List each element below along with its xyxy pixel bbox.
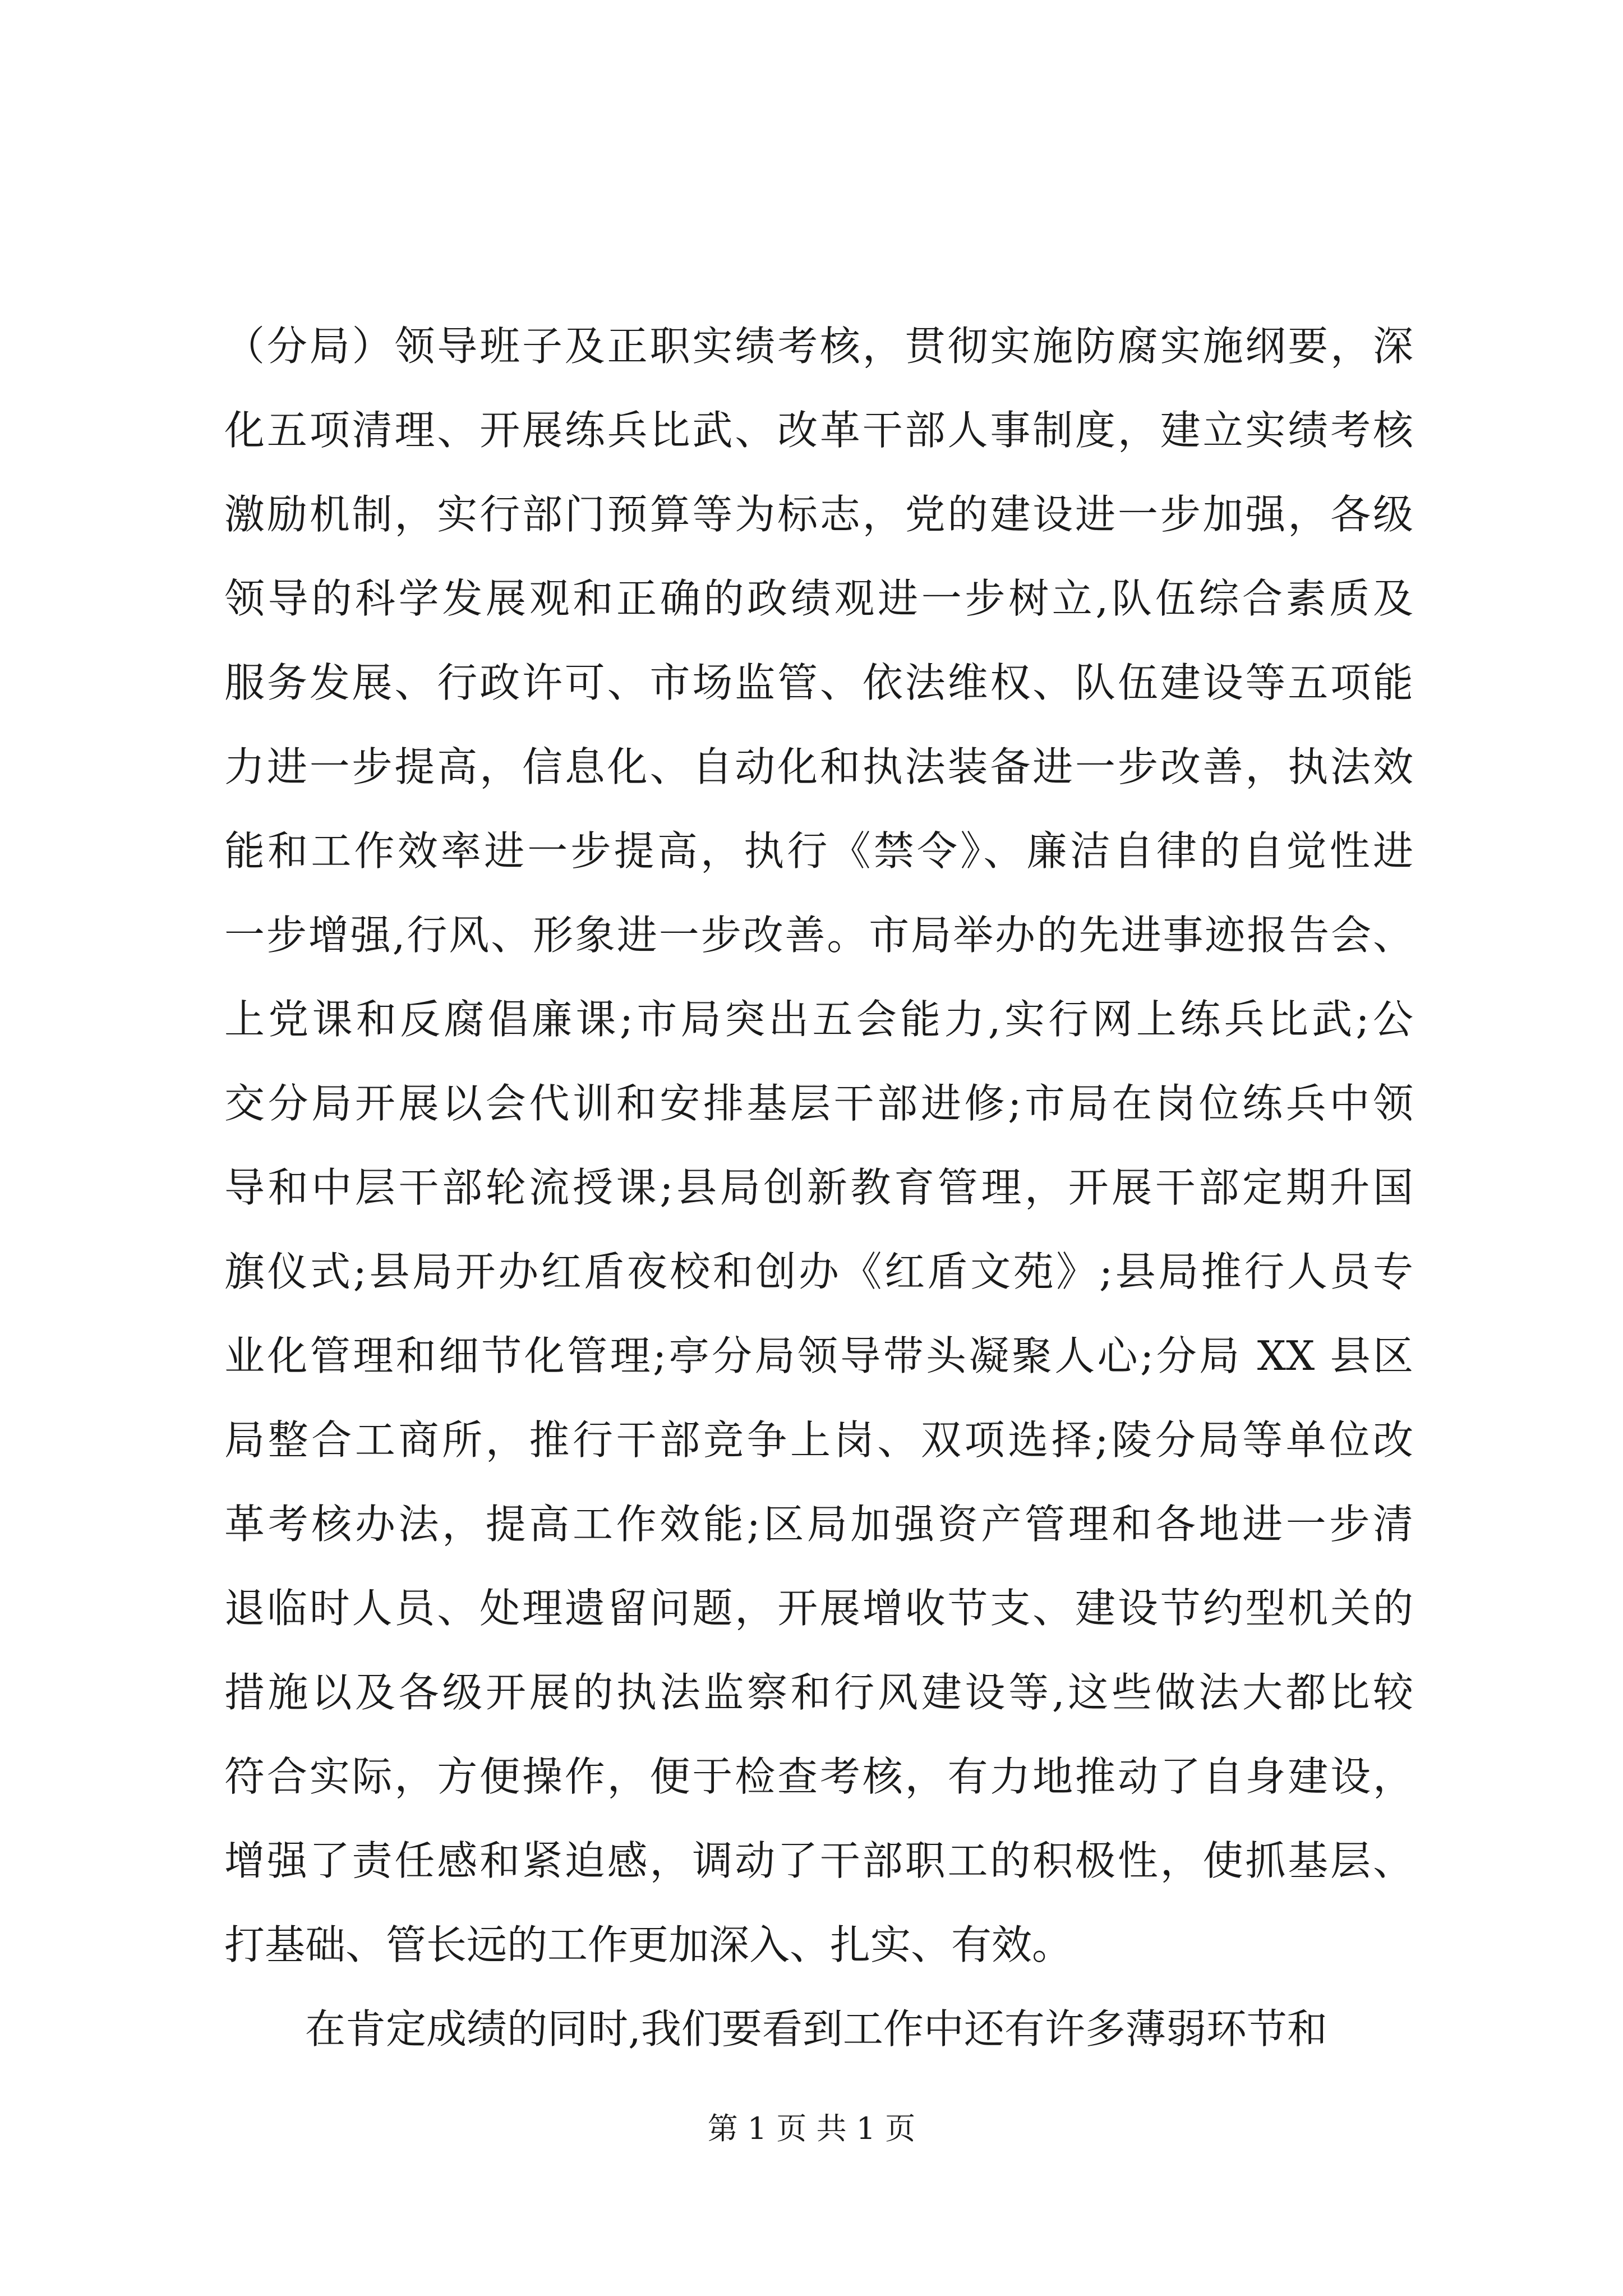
text-line: 一步增强,行风、形象进一步改善。市局举办的先进事迹报告会、	[224, 912, 1413, 959]
body-text	[224, 304, 1413, 2071]
text-line: 增强了责任感和紧迫感，调动了干部职工的积极性，使抓基层、	[224, 1837, 1413, 1884]
text-line: 旗仪式;县局开办红盾夜校和创办《红盾文苑》;县局推行人员专	[224, 1248, 1413, 1295]
text-line: 局整合工商所，推行干部竞争上岗、双项选择;陵分局等单位改	[224, 1416, 1413, 1464]
text-line: 力进一步提高，信息化、自动化和执法装备进一步改善，执法效	[224, 743, 1413, 790]
text-line: 退临时人员、处理遗留问题，开展增收节支、建设节约型机关的	[224, 1585, 1413, 1632]
text-line: 革考核办法，提高工作效能;区局加强资产管理和各地进一步清	[224, 1501, 1413, 1548]
paragraph-start-line: 在肯定成绩的同时,我们要看到工作中还有许多薄弱环节和	[305, 2005, 1327, 2053]
text-line: （分局）领导班子及正职实绩考核，贯彻实施防腐实施纲要，深	[224, 323, 1413, 370]
text-line: 能和工作效率进一步提高，执行《禁令》、廉洁自律的自觉性进	[224, 827, 1413, 875]
text-line: 交分局开展以会代训和安排基层干部进修;市局在岗位练兵中领	[224, 1080, 1413, 1127]
text-line: 上党课和反腐倡廉课;市局突出五会能力,实行网上练兵比武;公	[224, 996, 1413, 1043]
text-line: 领导的科学发展观和正确的政绩观进一步树立,队伍综合素质及	[224, 575, 1413, 622]
text-line: 导和中层干部轮流授课;县局创新教育管理，开展干部定期升国	[224, 1164, 1413, 1211]
text-line: 措施以及各级开展的执法监察和行风建设等,这些做法大都比较	[224, 1669, 1413, 1716]
page-footer	[0, 2105, 1623, 2148]
text-line: 化五项清理、开展练兵比武、改革干部人事制度，建立实绩考核	[224, 407, 1413, 454]
text-line: 激励机制，实行部门预算等为标志，党的建设进一步加强，各级	[224, 491, 1413, 538]
text-line: 业化管理和细节化管理;亭分局领导带头凝聚人心;分局 XX 县区	[224, 1332, 1413, 1379]
text-line: 服务发展、行政许可、市场监管、依法维权、队伍建设等五项能	[224, 659, 1413, 706]
text-line: 符合实际，方便操作，便于检查考核，有力地推动了自身建设，	[224, 1753, 1413, 1800]
text-line-last: 打基础、管长远的工作更加深入、扎实、有效。	[224, 1921, 1073, 1968]
page-number-label: 第 1 页 共 1 页	[707, 2111, 916, 2146]
